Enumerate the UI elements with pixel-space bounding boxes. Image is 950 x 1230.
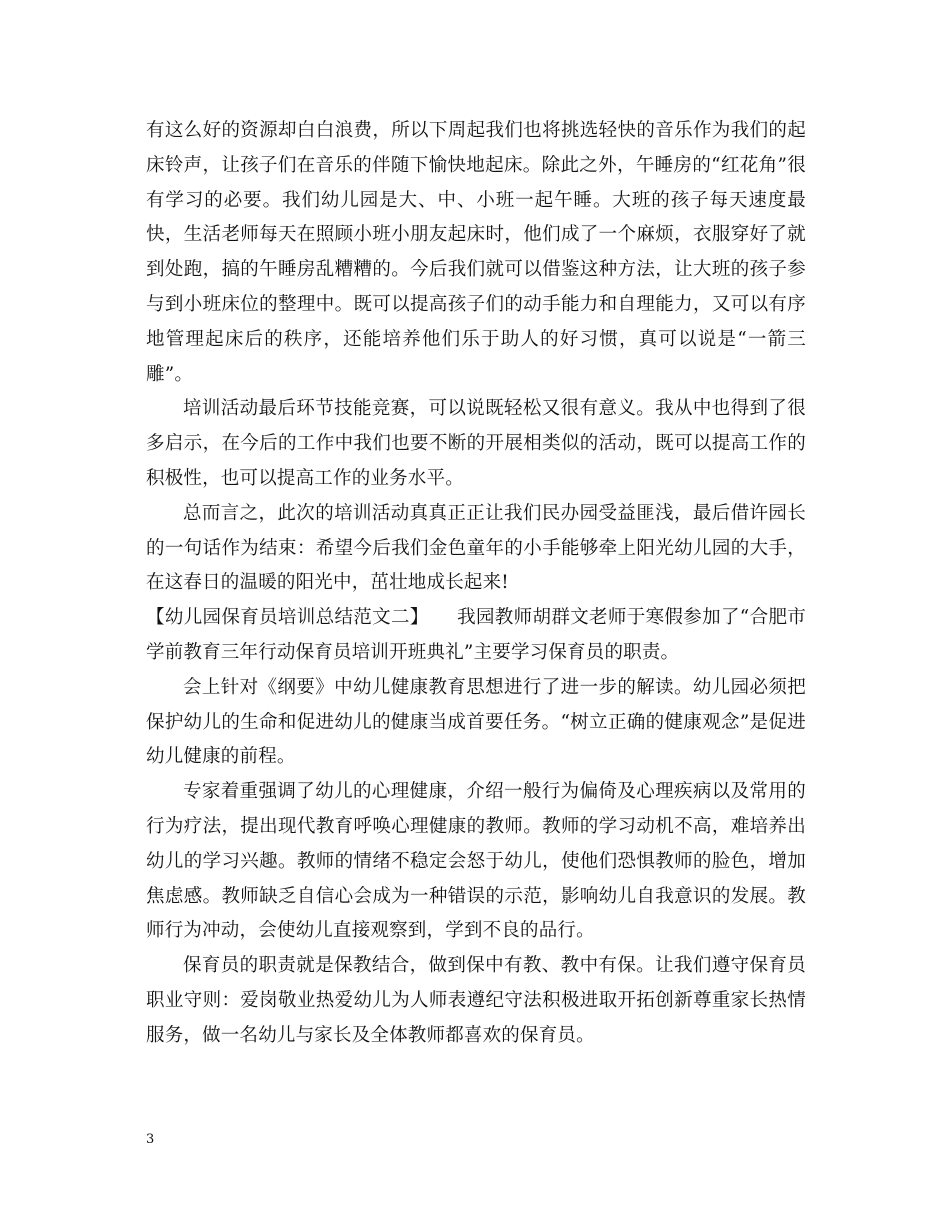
paragraph-7: 保育员的职责就是保教结合，做到保中有教、教中有保。让我们遵守保育员职业守则：爱岗敬业热爱幼儿为人师表遵纪守法积极进取开拓创新尊重家长热情服务，做一名幼儿与家长及全体教师都喜欢的保育员。 — [146, 955, 806, 1046]
document-body — [146, 114, 806, 1054]
section-heading-paragraph: 【幼儿园保育员培训总结范文二】 我园教师胡群文老师于寒假参加了“合肥市学前教育三年行动保育员培训开班典礼”主要学习保育员的职责。 — [146, 607, 806, 663]
paragraph-2: 培训活动最后环节技能竞赛，可以说既轻松又很有意义。我从中也得到了很多启示，在今后的工作中我们也要不断的开展相类似的活动，既可以提高工作的积极性，也可以提高工作的业务水平。 — [146, 398, 806, 489]
paragraph-5: 会上针对《纲要》中幼儿健康教育思想进行了进一步的解读。幼儿园必须把保护幼儿的生命和促进幼儿的健康当成首要任务。“树立正确的健康观念”是促进幼儿健康的前程。 — [146, 676, 806, 768]
paragraph-6: 专家着重强调了幼儿的心理健康，介绍一般行为偏倚及心理疾病以及常用的行为疗法，提出现代教育呼唤心理健康的教师。教师的学习动机不高，难培养出幼儿的学习兴趣。教师的情绪不稳定会怒于幼儿，使他们恐惧教师的脸色，增加焦虑感。教师缺乏自信心会成为一种错误的示范，影响幼儿自我意识的发展。教师行为冲动，会使幼儿直接观察到，学到不良的品行。 — [146, 781, 806, 942]
paragraph-1: 有这么好的资源却白白浪费，所以下周起我们也将挑选轻快的音乐作为我们的起床铃声，让孩子们在音乐的伴随下愉快地起床。除此之外，午睡房的“红花角”很有学习的必要。我们幼儿园是大、中、小班一起午睡。大班的孩子每天速度最快，生活老师每天在照顾小班小朋友起床时，他们成了一个麻烦，衣服穿好了就到处跑，搞的午睡房乱糟糟的。今后我们就可以借鉴这种方法，让大班的孩子参与到小班床位的整理中。既可以提高孩子们的动手能力和自理能力，又可以有序地管理起床后的秩序，还能培养他们乐于助人的好习惯，真可以说是“一箭三雕”。 — [146, 120, 806, 385]
paragraph-3: 总而言之，此次的培训活动真真正正让我们民办园受益匪浅，最后借许园长的一句话作为结束：希望今后我们金色童年的小手能够牵上阳光幼儿园的大手，在这春日的温暖的阳光中，茁壮地成长起来! — [146, 502, 806, 594]
page-number: 3 — [146, 1132, 155, 1147]
